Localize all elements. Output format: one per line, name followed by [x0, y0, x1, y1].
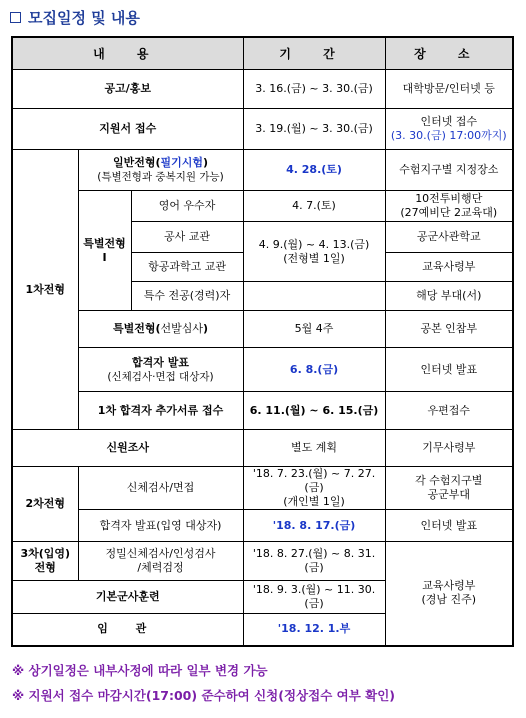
- table-row: [12, 348, 513, 392]
- table-row: [12, 311, 513, 348]
- selection-review-label: 선발심사: [160, 322, 204, 335]
- row-place: 교육사령부: [385, 253, 513, 282]
- first-round-label: 1차전형: [12, 150, 78, 430]
- general-exam-name: 일반전형(필기시험): [112, 156, 209, 169]
- row-name: 합격자 발표(입영 대상자): [78, 510, 243, 542]
- row-place: 대학방문/인터넷 등: [385, 70, 513, 109]
- row-name: 공사 교관: [131, 222, 243, 253]
- row-place: 기무사령부: [385, 430, 513, 467]
- row-place: 공군사관학교: [385, 222, 513, 253]
- row-name: [78, 150, 243, 191]
- table-header-row: [12, 37, 513, 70]
- row-period: 4. 7.(토): [243, 191, 385, 222]
- table-row: [12, 150, 513, 191]
- row-period: '18. 9. 3.(월) ~ 11. 30.(금): [243, 581, 385, 614]
- special1-label: 특별전형 Ⅰ: [78, 191, 131, 311]
- header-place: 장 소: [385, 37, 513, 70]
- header-content: 내 용: [12, 37, 243, 70]
- header-period: 기 간: [243, 37, 385, 70]
- row-name: 항공과학고 교관: [131, 253, 243, 282]
- place-line: 인터넷 접수: [420, 115, 478, 128]
- row-name: 기본군사훈련: [12, 581, 243, 614]
- row-period: '18. 12. 1.부: [243, 614, 385, 646]
- section-title: [10, 6, 140, 28]
- row-name: 합격자 발표 (신체검사·면접 대상자): [78, 348, 243, 392]
- row-place: 해당 부대(서): [385, 282, 513, 311]
- row-name: 임 관: [12, 614, 243, 646]
- row-name: 신체검사/면접: [78, 467, 243, 510]
- table-row: [12, 191, 513, 222]
- row-period: 별도 계획: [243, 430, 385, 467]
- third-round-label: 3차(입영) 전형: [12, 542, 78, 581]
- row-name: 지원서 접수: [12, 109, 243, 150]
- row-period: [243, 282, 385, 311]
- table-row: [12, 392, 513, 430]
- row-place: 교육사령부 (경남 진주): [385, 542, 513, 646]
- row-name: 정밀신체검사/인성검사 /체력검정: [78, 542, 243, 581]
- row-place: 인터넷 발표: [385, 348, 513, 392]
- row-period: 6. 11.(월) ~ 6. 15.(금): [243, 392, 385, 430]
- table-row: [12, 467, 513, 510]
- row-name: 특수 전공(경력)자: [131, 282, 243, 311]
- table-row: [12, 70, 513, 109]
- row-place: 공본 인참부: [385, 311, 513, 348]
- row-period: 4. 9.(월) ~ 4. 13.(금) (전형별 1일): [243, 222, 385, 282]
- written-exam-label: 필기시험: [160, 156, 204, 169]
- row-place: 우편접수: [385, 392, 513, 430]
- row-name: 특별전형(선발심사): [78, 311, 243, 348]
- row-period: 4. 28.(토): [243, 150, 385, 191]
- row-place: [385, 109, 513, 150]
- row-place: 수험지구별 지정장소: [385, 150, 513, 191]
- row-period: 5월 4주: [243, 311, 385, 348]
- row-name: 영어 우수자: [131, 191, 243, 222]
- table-row: [12, 430, 513, 467]
- row-period: '18. 8. 17.(금): [243, 510, 385, 542]
- row-period: 6. 8.(금): [243, 348, 385, 392]
- row-period: 3. 19.(월) ~ 3. 30.(금): [243, 109, 385, 150]
- row-period: '18. 8. 27.(월) ~ 8. 31.(금): [243, 542, 385, 581]
- row-period: 3. 16.(금) ~ 3. 30.(금): [243, 70, 385, 109]
- note-line: ※ 지원서 접수 마감시간(17:00) 준수하여 신청(정상접수 여부 확인): [12, 688, 395, 703]
- checkbox-square-icon: [10, 12, 21, 23]
- row-place: 인터넷 발표: [385, 510, 513, 542]
- general-exam-note: (특별전형과 중복지원 가능): [97, 171, 224, 183]
- row-name: 1차 합격자 추가서류 접수: [78, 392, 243, 430]
- note-line: ※ 상기일정은 내부사정에 따라 일부 변경 가능: [12, 663, 268, 678]
- section-title-text: 모집일정 및 내용: [28, 8, 140, 27]
- row-place: 10전투비행단 (27예비단 2교육대): [385, 191, 513, 222]
- deadline-note: (3. 30.(금) 17:00까지): [390, 129, 507, 142]
- row-period: '18. 7. 23.(월) ~ 7. 27.(금) (개인별 1일): [243, 467, 385, 510]
- second-round-label: 2차전형: [12, 467, 78, 542]
- schedule-table: [11, 36, 514, 647]
- row-place: 각 수험지구별 공군부대: [385, 467, 513, 510]
- table-row: [12, 542, 513, 581]
- table-row: [12, 510, 513, 542]
- table-row: [12, 109, 513, 150]
- row-name: 공고/홍보: [12, 70, 243, 109]
- row-name: 신원조사: [12, 430, 243, 467]
